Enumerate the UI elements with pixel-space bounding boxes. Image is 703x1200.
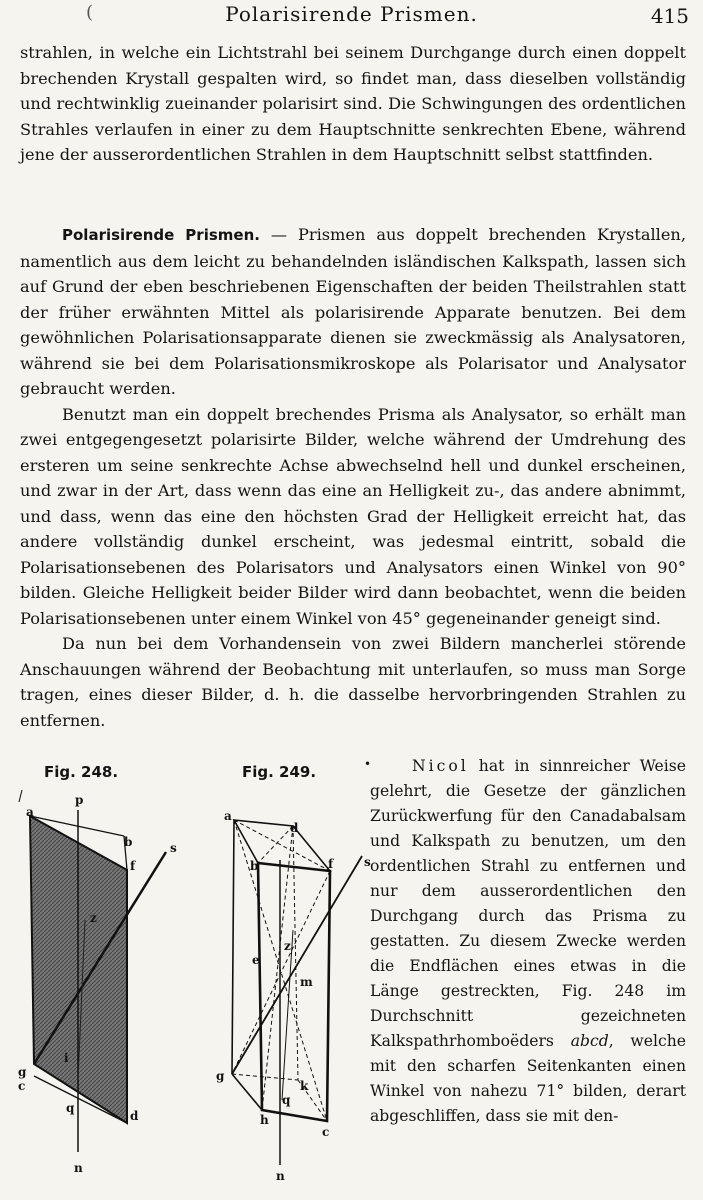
fig-248-caption: Fig. 248. — [44, 763, 119, 781]
section-paragraph-1-text: — Prismen aus doppelt brechenden Krystallen, namentlich aus dem leicht zu behandelnden isländischen Kalkspath, lassen sich auf Grund der eben beschriebenen Eigenschaften der beiden Theilstrahlen statt der früher erwähnten Mittel als polarisirende Apparate benutzen. Bei dem gewöhnlichen Polarisationsapparate dienen sie zweckmässig als Analysatoren, während sie bei dem Polarisationsmikroskope als Polarisator und Analysator gebraucht werden. — [20, 225, 686, 398]
fig-249-caption: Fig. 249. — [242, 763, 317, 781]
fig-248-label-z: z — [90, 911, 97, 925]
fig-249-diag-plane-2 — [262, 826, 293, 1110]
section-paragraph-3: Da nun bei dem Vorhandensein von zwei Bildern mancherlei störende Anschauungen während der Beobachtung mit unterlaufen, so muss man Sorge tragen, eines dieser Bilder, d. h. die dasselbe hervorbringenden Strahlen zu entfernen. — [20, 634, 686, 730]
fig-249-label-a: a — [224, 809, 232, 823]
top-paragraph: strahlen, in welche ein Lichtstrahl bei seinem Durchgange durch einen doppelt brechenden Krystall gespalten wird, so findet man, dass dieselben vollständig und rechtwinklig zueinander polarisirt sind. Die Schwingungen des ordentlichen Strahles verlaufen in einer zu dem Hauptschnitte senkrechten Ebene, während jene der ausserordentlichen Strahlen in dem Hauptschnitt selbst stattfinden. — [20, 43, 686, 164]
section-text — [20, 222, 686, 733]
fig-249-label-n: n — [276, 1169, 285, 1183]
fig-248-label-f: f — [130, 859, 136, 873]
fig-248-label-a: a — [26, 805, 34, 819]
fig-248-label-g: g — [18, 1065, 27, 1079]
fig-249-diag-top-2 — [258, 826, 293, 863]
fig-249-label-c: c — [322, 1125, 330, 1139]
fig-248-label-n: n — [74, 1161, 83, 1175]
section-paragraph-1 — [20, 222, 686, 402]
bullet-mark: • — [364, 757, 372, 771]
fig-249-back-left-edge — [232, 820, 234, 1074]
fig-249-diagram — [200, 780, 370, 1190]
nicol-name: Nicol — [412, 757, 469, 775]
fig-248-label-p: p — [75, 793, 84, 807]
right-column — [370, 754, 686, 1129]
fig-248-diagram — [0, 780, 200, 1180]
fig-249-label-s: s — [364, 855, 371, 869]
fig-249-diag-plane-1 — [232, 871, 330, 1074]
fig-249-label-k: k — [300, 1079, 309, 1093]
right-column-text-a: hat in sinnreicher Weise gelehrt, die Gesetze der gänzlichen Zurückwerfung für den Canadabalsam und Kalkspath zu benutzen, um den ordentlichen Strahl zu entfernen und nur dem ausserordentlichen den Durchgang durch das Prisma zu gestatten. Zu diesem Zwecke werden die Endflächen eines etwas in die Länge gestreckten, Fig. 248 im Durchschnitt gezeichneten Kalkspathrhomboëders — [370, 757, 686, 1050]
fig-249-label-d: d — [290, 821, 299, 835]
running-header: Polarisirende Prismen. — [225, 2, 478, 26]
section-paragraph-2: Benutzt man ein doppelt brechendes Prisma als Analysator, so erhält man zwei entgegengesetzt polarisirte Bilder, welche während der Umdrehung des ersteren um seine senkrechte Achse abwechselnd hell und dunkel erscheinen, und zwar in der Art, dass wenn das eine an Helligkeit zu-, das andere abnimmt, und dass, wenn das eine den höchsten Grad der Helligkeit erreicht hat, das andere vollständig dunkel erscheint, was jedesmal eintritt, sobald die Polarisationsebenen des Polarisators und Analysators einen Winkel von 90° bilden. Gleiche Helligkeit beider Bilder wird dann beobachtet, wenn die beiden Polarisationsebenen unter einem Winkel von 45° gegeneinander geneigt sind. — [20, 404, 686, 628]
right-column-abcd: abcd — [570, 1032, 609, 1050]
fig-249-label-e: e — [252, 953, 260, 967]
fig-249-bottom-left-edge — [232, 1074, 262, 1110]
section-title: Polarisirende Prismen. — [62, 226, 260, 244]
fig-249-hidden-back-edge — [293, 826, 298, 1080]
fig-249-label-h: h — [260, 1113, 269, 1127]
top-paragraph-block — [20, 40, 686, 168]
fig-249-front-face — [258, 863, 330, 1121]
fig-249-label-g: g — [216, 1069, 225, 1083]
fig-248-label-q: q — [66, 1101, 75, 1115]
fig-248-label-b: b — [124, 835, 133, 849]
fig-248-label-i: i — [64, 1051, 69, 1065]
right-column-paragraph — [370, 754, 686, 1129]
fig-249-label-m: m — [300, 975, 313, 989]
fig-249-label-z: z — [284, 939, 291, 953]
fig-249-label-q: q — [282, 1093, 291, 1107]
fig-249-inner-ray — [282, 930, 293, 1100]
right-column-text-b: , welche mit den scharfen Seitenkanten einen Winkel von nahezu 71° bilden, derart abgeschliffen, dass sie mit den- — [370, 1032, 687, 1125]
fig-248-label-c: c — [18, 1079, 26, 1093]
fig-249-label-b: b — [250, 859, 259, 873]
fig-249-label-f: f — [328, 857, 334, 871]
page-number: 415 — [650, 4, 689, 28]
fig-248-tick — [19, 790, 22, 802]
fig-248-label-d: d — [130, 1109, 139, 1123]
fig-248-label-s: s — [170, 841, 177, 855]
header-mark: ( — [86, 2, 94, 23]
